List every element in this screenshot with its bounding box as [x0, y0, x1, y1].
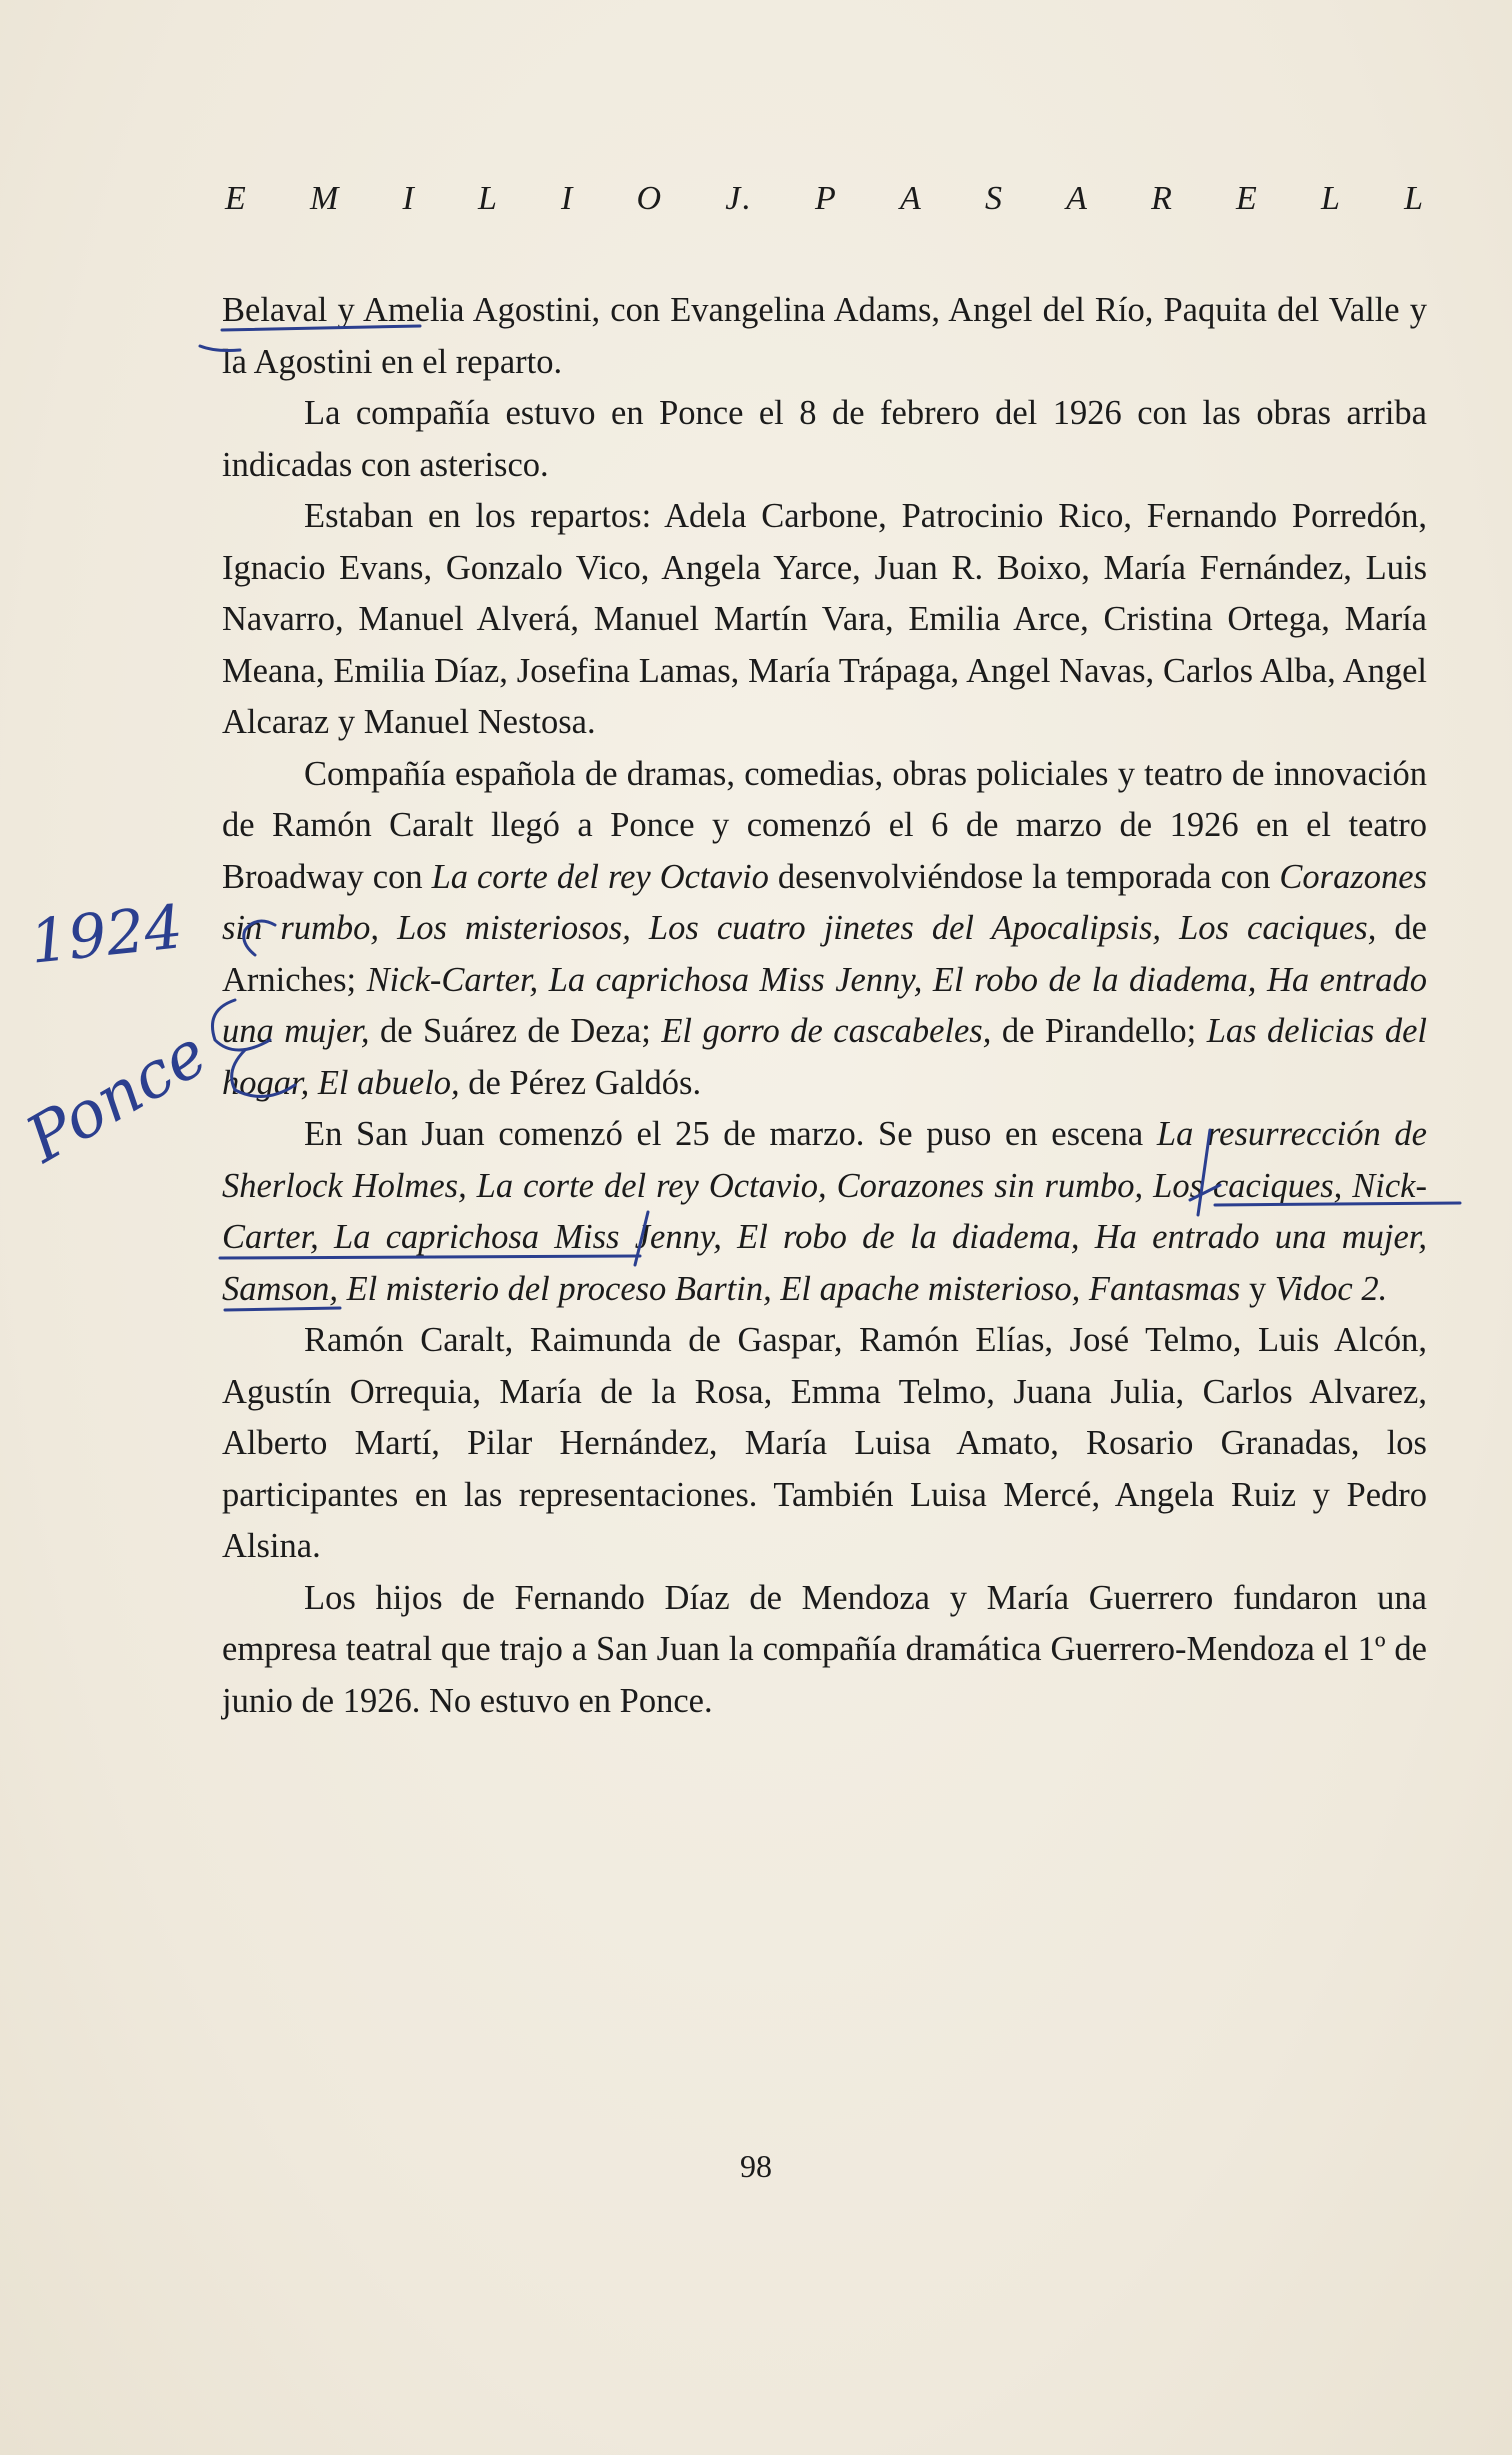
paragraph: [222, 388, 1427, 491]
text-run: de Suárez de Deza;: [369, 1012, 662, 1050]
italic-title: Corazones sin rumbo, Los misteriosos, Los cuatro jinetes del Apocalipsis, Los caciques,: [222, 857, 1427, 947]
running-head-letter: A: [1066, 180, 1089, 217]
running-head-letter: I: [402, 180, 416, 217]
text-run: Compañía española de dramas, comedias, obras policiales y teatro de innovación de Ramón Caralt llegó a Ponce y comenzó el 6 de marzo de 1926 en el teatro Broadway con: [222, 754, 1427, 896]
italic-title: La resurrección de Sherlock Holmes, La corte del rey Octavio, Corazones sin rumbo, Los caciques, Nick-Carter, La caprichosa Miss Jenny, El robo de la diadema, Ha entrado una mujer, Samson, El misterio del proceso Bartin, El apache misterioso, Fantasmas: [222, 1115, 1427, 1308]
running-head-letter: P: [815, 180, 838, 217]
running-head-letter: L: [1320, 180, 1342, 217]
text-run: de Pérez Galdós.: [459, 1063, 702, 1102]
running-head-letter: E: [1236, 180, 1259, 217]
italic-title: Nick-Carter, La caprichosa Miss Jenny, El robo de la diadema, Ha entrado una mujer,: [222, 960, 1427, 1050]
italic-title: Las delicias del hogar, El abuelo,: [222, 1012, 1427, 1102]
paragraph: [222, 749, 1427, 1110]
text-run: y: [1240, 1269, 1275, 1308]
running-head-letter: L: [1404, 180, 1425, 217]
text-run: Belaval y Amelia Agostini, con Evangelina Adams, Angel del Río, Paquita del Valle y la Agostini en el reparto.: [222, 291, 1427, 381]
italic-title: Vidoc 2.: [1274, 1269, 1388, 1308]
body-text: [222, 285, 1427, 1727]
text-run: de Pirandello;: [991, 1012, 1207, 1050]
running-head-letter: A: [900, 180, 923, 217]
running-head-letter: R: [1151, 180, 1174, 217]
running-head-letter: J.: [725, 180, 753, 217]
margin-note-year: 1924: [26, 892, 186, 978]
running-head: [225, 180, 1425, 218]
paragraph: [222, 1315, 1427, 1573]
margin-note-signature: Ponce: [14, 1016, 220, 1178]
paragraph: [222, 491, 1427, 749]
text-run: Estaban en los repartos: Adela Carbone, Patrocinio Rico, Fernando Porredón, Ignacio Evans, Gonzalo Vico, Angela Yarce, Juan R. Boixo, María Fernández, Luis Navarro, Manuel Alverá, Manuel Martín Vara, Emilia Arce, Cristina Ortega, María Meana, Emilia Díaz, Josefina Lamas, María Trápaga, Angel Navas, Carlos Alba, Angel Alcaraz y Manuel Nestosa.: [222, 497, 1427, 741]
running-head-letter: E: [225, 180, 248, 217]
text-run: desenvolviéndose la temporada con: [768, 857, 1280, 896]
paragraph: [222, 285, 1427, 388]
text-run: Los hijos de Fernando Díaz de Mendoza y María Guerrero fundaron una empresa teatral que trajo a San Juan la compañía dramática Guerrero-Mendoza el 1º de junio de 1926. No estuvo en Ponce.: [222, 1578, 1427, 1720]
text-run: Ramón Caralt, Raimunda de Gaspar, Ramón Elías, José Telmo, Luis Alcón, Agustín Orrequia, María de la Rosa, Emma Telmo, Juana Julia, Carlos Alvarez, Alberto Martí, Pilar Hernández, María Luisa Amato, Rosario Granadas, los participantes en las representaciones. También Luisa Mercé, Angela Ruiz y Pedro Alsina.: [222, 1321, 1427, 1565]
text-run: La compañía estuvo en Ponce el 8 de febrero del 1926 con las obras arriba indicadas con asterisco.: [222, 394, 1427, 484]
paragraph: [222, 1109, 1427, 1315]
running-head-letter: O: [636, 180, 664, 217]
italic-title: La corte del rey Octavio: [431, 857, 769, 896]
running-head-letter: L: [477, 180, 499, 217]
italic-title: El gorro de cascabeles,: [661, 1012, 992, 1050]
paragraph: [222, 1573, 1427, 1728]
page-number: 98: [740, 2148, 772, 2184]
running-head-letter: I: [561, 180, 575, 217]
text-run: En San Juan comenzó el 25 de marzo. Se puso en escena: [304, 1115, 1157, 1153]
running-head-letter: S: [984, 180, 1004, 217]
running-head-letter: M: [309, 180, 341, 217]
text-run: de Arniches;: [222, 909, 1427, 999]
